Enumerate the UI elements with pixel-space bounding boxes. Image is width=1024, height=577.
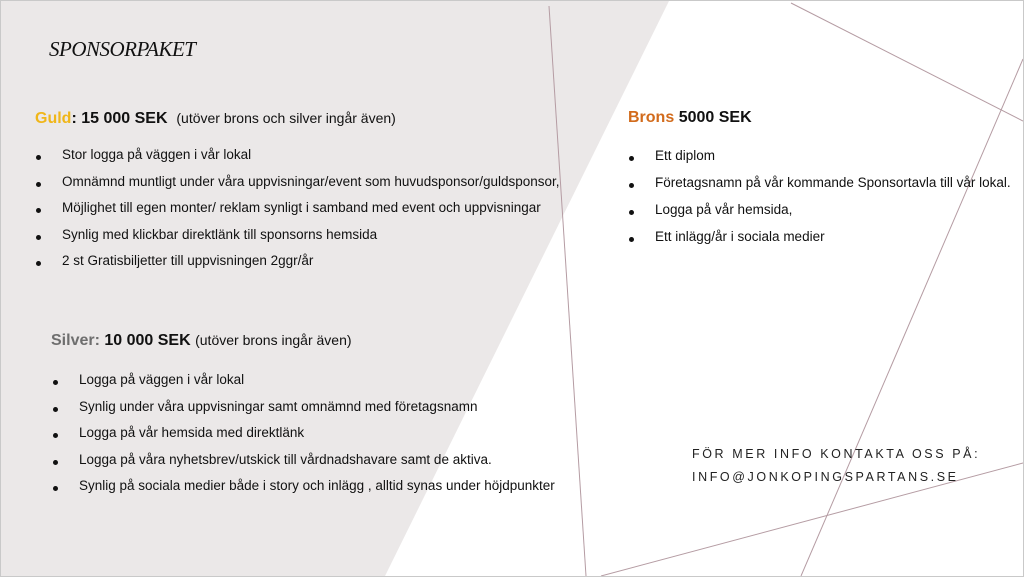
page-title: SPONSORPAKET <box>49 37 196 61</box>
contact-heading: FÖR MER INFO KONTAKTA OSS PÅ: <box>692 447 981 461</box>
list-item: Företagsnamn på vår kommande Sponsortavla till vår lokal. <box>627 175 1011 202</box>
list-item: Logga på våra nyhetsbrev/utskick till vårdnadshavare samt de aktiva. <box>51 452 555 479</box>
bronze-benefits-list <box>627 148 1011 256</box>
list-item: Möjlighet till egen monter/ reklam synligt i samband med event och uppvisningar <box>34 200 560 227</box>
contact-email[interactable]: INFO@JONKOPINGSPARTANS.SE <box>692 470 959 484</box>
decorative-line <box>791 3 1023 121</box>
list-item: Logga på vår hemsida med direktlänk <box>51 425 555 452</box>
gold-note: (utöver brons och silver ingår även) <box>176 110 396 126</box>
bronze-tier-label: Brons <box>628 109 675 126</box>
silver-price: 10 000 SEK <box>104 332 191 349</box>
list-item: Synlig under våra uppvisningar samt omnämnd med företagsnamn <box>51 399 555 426</box>
decorative-line <box>801 59 1023 576</box>
gold-price: : 15 000 SEK <box>71 110 168 127</box>
list-item: Logga på vår hemsida, <box>627 202 1011 229</box>
bronze-heading <box>628 109 752 127</box>
list-item: Ett inlägg/år i sociala medier <box>627 229 1011 256</box>
list-item: Synlig med klickbar direktlänk till sponsorns hemsida <box>34 227 560 254</box>
list-item: Logga på väggen i vår lokal <box>51 372 555 399</box>
silver-note: (utöver brons ingår även) <box>195 332 352 348</box>
bronze-price: 5000 SEK <box>678 109 752 126</box>
list-item: Synlig på sociala medier både i story och inlägg , alltid synas under höjdpunkter <box>51 478 555 505</box>
gold-tier-label: Guld <box>35 110 72 127</box>
gold-benefits-list <box>34 147 560 280</box>
gold-heading <box>35 110 396 128</box>
list-item: 2 st Gratisbiljetter till uppvisningen 2ggr/år <box>34 253 560 280</box>
silver-heading <box>51 332 352 350</box>
list-item: Stor logga på väggen i vår lokal <box>34 147 560 174</box>
silver-benefits-list <box>51 372 555 505</box>
silver-tier-label: Silver: <box>51 332 100 349</box>
list-item: Omnämnd muntligt under våra uppvisningar/event som huvudsponsor/guldsponsor, <box>34 174 560 201</box>
list-item: Ett diplom <box>627 148 1011 175</box>
